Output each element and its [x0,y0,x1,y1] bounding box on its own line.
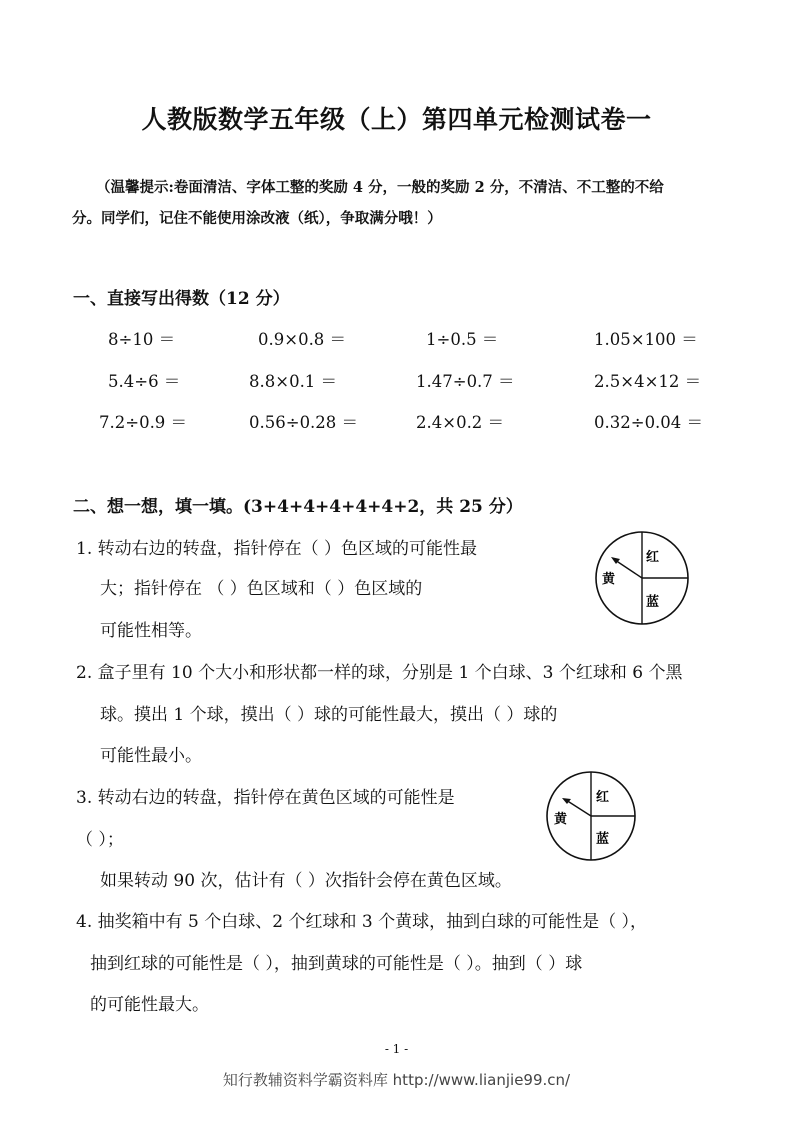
calc-item: 5.4÷6 ＝ [108,372,181,391]
calc-item: 7.2÷0.9 ＝ [99,413,188,432]
spinner-1-red-label: 红 [646,550,660,565]
spinner-2-red-label: 红 [596,790,610,805]
calc-item: 1.05×100 ＝ [594,330,698,349]
calc-item: 1.47÷0.7 ＝ [416,372,515,391]
q2-line-2: 球。摸出 1 个球，摸出（ ）球的可能性最大，摸出（ ）球的 [100,705,558,725]
spinner-1 [592,531,692,627]
q4-line-1: 4. 抽奖箱中有 5 个白球、2 个红球和 3 个黄球，抽到白球的可能性是（ ）， [76,912,647,932]
spinner-2-yellow-label: 黄 [554,812,568,827]
calc-item: 2.5×4×12 ＝ [594,372,702,391]
q3-line-3: 如果转动 90 次，估计有（ ）次指针会停在黄色区域。 [100,871,512,891]
q1-line-3: 可能性相等。 [100,621,202,641]
q3-line-2: （ ）； [76,830,124,850]
spinner-2-blue-label: 蓝 [596,832,610,847]
q4-line-2: 抽到红球的可能性是（ ），抽到黄球的可能性是（ ）。抽到（ ）球 [90,954,583,974]
spinner-1-blue-label: 蓝 [646,595,660,610]
tip-line-1: （温馨提示:卷面清洁、字体工整的奖励 4 分，一般的奖励 2 分，不清洁、不工整的不给 [96,179,664,196]
q2-line-3: 可能性最小。 [100,746,202,766]
section-2-heading: 二、想一想，填一填。(3+4+4+4+4+4+2，共 25 分） [73,497,523,517]
calc-item: 2.4×0.2 ＝ [416,413,505,432]
footer-watermark: 知行教辅资料学霸资料库 http://www.lianjie99.cn/ [222,1071,571,1089]
tip-line-2: 分。同学们，记住不能使用涂改液（纸），争取满分哦！） [72,210,442,227]
calc-item: 0.32÷0.04 ＝ [594,413,704,432]
q1-line-2: 大；指针停在 （ ）色区域和（ ）色区域的 [100,579,423,599]
section-1-heading: 一、直接写出得数（12 分） [73,289,290,309]
spinner-1-yellow-label: 黄 [602,572,616,587]
page-number: - 1 - [384,1042,409,1056]
q4-line-3: 的可能性最大。 [90,995,209,1015]
calc-item: 8.8×0.1 ＝ [249,372,338,391]
calc-item: 0.56÷0.28 ＝ [249,413,359,432]
q3-line-1: 3. 转动右边的转盘，指针停在黄色区域的可能性是 [76,788,455,808]
page-title: 人教版数学五年级（上）第四单元检测试卷一 [141,105,652,134]
q1-line-1: 1. 转动右边的转盘，指针停在（ ）色区域的可能性最 [76,539,478,559]
spinner-2 [544,771,638,861]
calc-item: 8÷10 ＝ [108,330,176,349]
calc-item: 0.9×0.8 ＝ [258,330,347,349]
q2-line-1: 2. 盒子里有 10 个大小和形状都一样的球，分别是 1 个白球、3 个红球和 6 个黑 [76,663,683,683]
calc-item: 1÷0.5 ＝ [426,330,499,349]
